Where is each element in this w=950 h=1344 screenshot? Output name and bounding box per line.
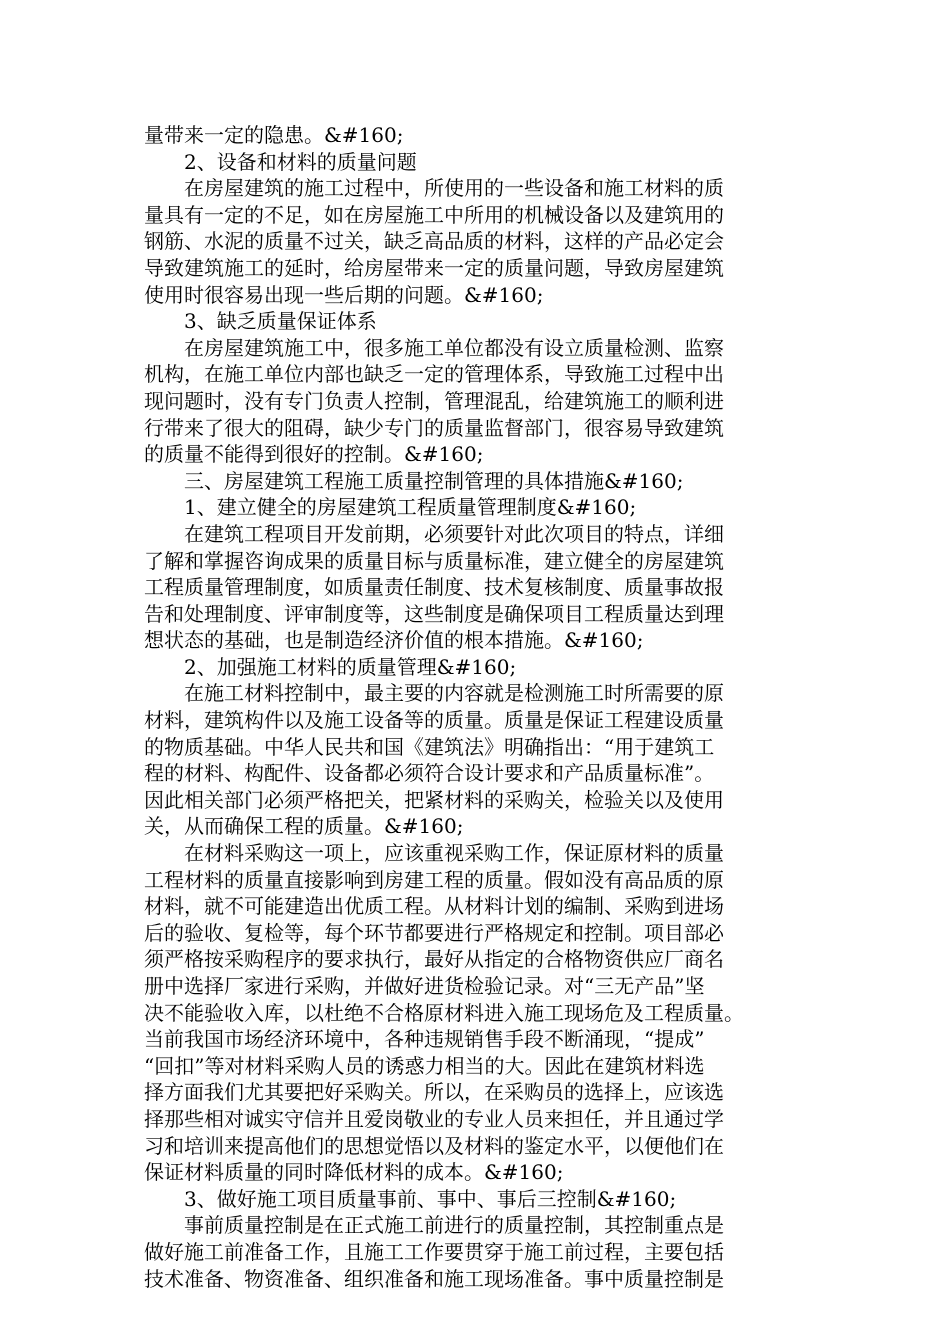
text-line: 择那些相对诚实守信并且爱岗敬业的专业人员来担任，并且通过学 <box>144 1106 724 1131</box>
text-line: 告和处理制度、评审制度等，这些制度是确保项目工程质量达到理 <box>144 601 724 626</box>
text-line: 工程质量管理制度，如质量责任制度、技术复核制度、质量事故报 <box>144 575 724 600</box>
text-line: 因此相关部门必须严格把关，把紧材料的采购关，检验关以及使用 <box>144 787 724 812</box>
text-line: 3、缺乏质量保证体系 <box>184 309 377 334</box>
text-line: 工程材料的质量直接影响到房建工程的质量。假如没有高品质的原 <box>144 867 724 892</box>
text-line: 导致建筑施工的延时，给房屋带来一定的质量问题，导致房屋建筑 <box>144 255 724 280</box>
text-line: 材料，就不可能建造出优质工程。从材料计划的编制、采购到进场 <box>144 894 724 919</box>
text-line: 做好施工前准备工作，且施工工作要贯穿于施工前过程，主要包括 <box>144 1239 724 1264</box>
text-line: 行带来了很大的阻碍，缺少专门的质量监督部门，很容易导致建筑 <box>144 415 724 440</box>
text-line: 在房屋建筑的施工过程中，所使用的一些设备和施工材料的质 <box>184 176 724 201</box>
text-line: 习和培训来提高他们的思想觉悟以及材料的鉴定水平，以便他们在 <box>144 1133 724 1158</box>
text-line: 程的材料、构配件、设备都必须符合设计要求和产品质量标准”。 <box>144 761 715 786</box>
text-line: 材料，建筑构件以及施工设备等的质量。质量是保证工程建设质量 <box>144 708 724 733</box>
text-line: 量带来一定的隐患。&#160; <box>144 123 404 147</box>
text-line: 2、设备和材料的质量问题 <box>184 149 417 174</box>
text-line: 1、建立健全的房屋建筑工程质量管理制度&#160; <box>184 495 637 520</box>
text-line: 择方面我们尤其要把好采购关。所以，在采购员的选择上，应该选 <box>144 1080 724 1105</box>
text-line: 了解和掌握咨询成果的质量目标与质量标准，建立健全的房屋建筑 <box>144 548 724 573</box>
text-line: 保证材料质量的同时降低材料的成本。&#160; <box>144 1160 564 1185</box>
text-line: 关，从而确保工程的质量。&#160; <box>144 814 464 839</box>
text-line: 当前我国市场经济环境中，各种违规销售手段不断涌现，“提成” <box>144 1027 705 1052</box>
text-line: 技术准备、物资准备、组织准备和施工现场准备。事中质量控制是 <box>144 1266 724 1291</box>
text-line: 3、做好施工项目质量事前、事中、事后三控制&#160; <box>184 1186 677 1211</box>
text-line: 想状态的基础，也是制造经济价值的根本措施。&#160; <box>144 628 644 653</box>
text-line: 三、房屋建筑工程施工质量控制管理的具体措施&#160; <box>184 468 684 493</box>
text-line: 决不能验收入库，以杜绝不合格原材料进入施工现场危及工程质量。 <box>144 1000 744 1025</box>
text-line: 后的验收、复检等，每个环节都要进行严格规定和控制。项目部必 <box>144 920 724 945</box>
text-line: 须严格按采购程序的要求执行，最好从指定的合格物资供应厂商名 <box>144 947 724 972</box>
text-line: 的质量不能得到很好的控制。&#160; <box>144 442 484 467</box>
text-line: 在施工材料控制中，最主要的内容就是检测施工时所需要的原 <box>184 681 724 706</box>
text-line: 在建筑工程项目开发前期，必须要针对此次项目的特点，详细 <box>184 521 724 546</box>
text-line: 册中选择厂家进行采购，并做好进货检验记录。对“三无产品”坚 <box>144 974 705 998</box>
text-line: “回扣”等对材料采购人员的诱惑力相当的大。因此在建筑材料选 <box>144 1053 705 1078</box>
document-body <box>144 122 804 1292</box>
text-line: 2、加强施工材料的质量管理&#160; <box>184 654 517 679</box>
text-line: 钢筋、水泥的质量不过关，缺乏高品质的材料，这样的产品必定会 <box>144 229 724 254</box>
text-line: 量具有一定的不足，如在房屋施工中所用的机械设备以及建筑用的 <box>144 202 724 227</box>
text-line: 事前质量控制是在正式施工前进行的质量控制，其控制重点是 <box>184 1213 724 1238</box>
text-line: 机构，在施工单位内部也缺乏一定的管理体系，导致施工过程中出 <box>144 362 724 387</box>
text-line: 使用时很容易出现一些后期的问题。&#160; <box>144 282 544 307</box>
text-line: 在材料采购这一项上，应该重视采购工作，保证原材料的质量 <box>184 841 724 866</box>
text-line: 现问题时，没有专门负责人控制，管理混乱，给建筑施工的顺利进 <box>144 388 724 413</box>
text-line: 在房屋建筑施工中，很多施工单位都没有设立质量检测、监察 <box>184 335 724 360</box>
text-line: 的物质基础。中华人民共和国《建筑法》明确指出：“用于建筑工 <box>144 734 715 759</box>
